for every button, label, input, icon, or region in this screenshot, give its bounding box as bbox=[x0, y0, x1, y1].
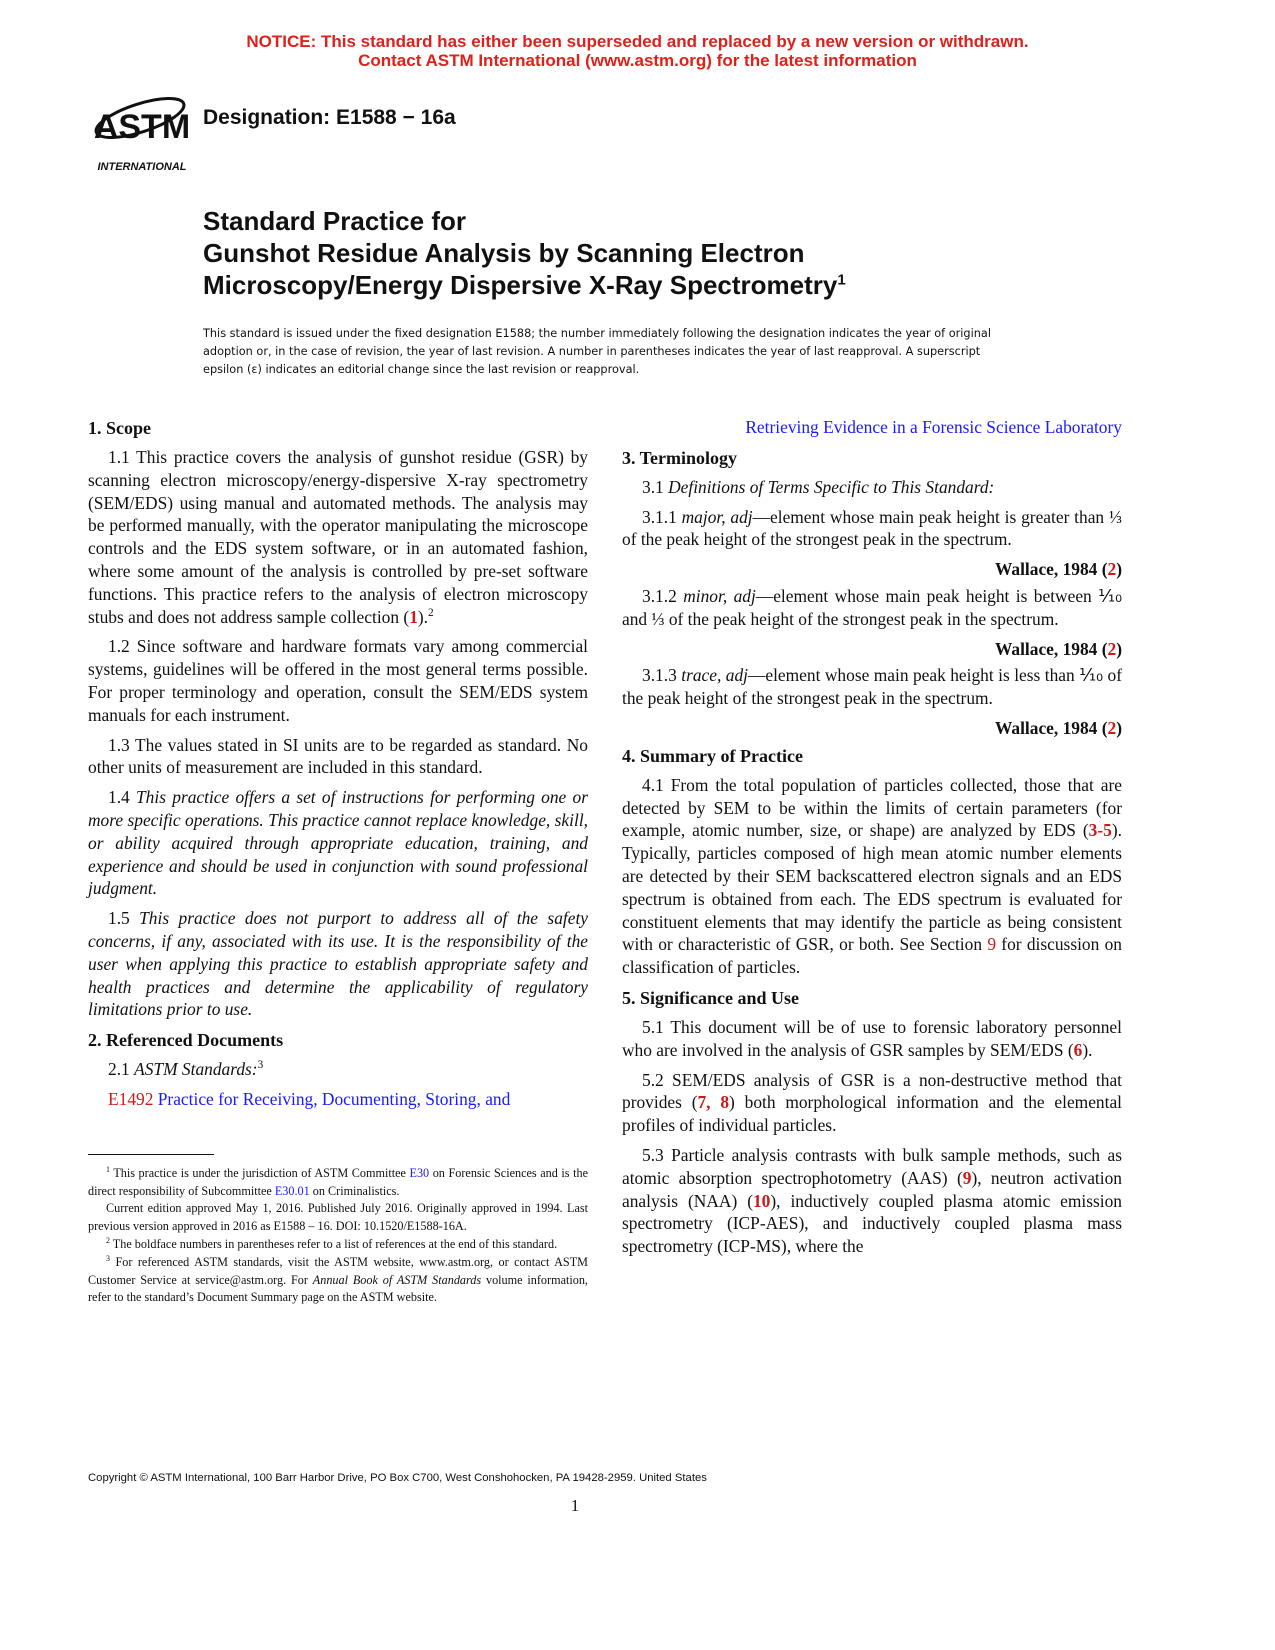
text-run: 1.5 bbox=[108, 908, 140, 929]
footnote bbox=[88, 1236, 588, 1254]
left-column-wrapper bbox=[88, 416, 588, 1456]
reference-link[interactable]: 2 bbox=[1107, 717, 1117, 738]
text-run: This practice offers a set of instructions for performing one or more specific operations. This practice cannot replace knowledge, skill, or ability acquired through appropriate education, training, and experience and should be used in conjunction with sound professional judgment. bbox=[88, 787, 588, 899]
page-body bbox=[88, 416, 1122, 1516]
copyright: Copyright © ASTM International, 100 Barr Harbor Drive, PO Box C700, West Conshohocken, PA 19428-2959. United States bbox=[88, 1472, 707, 1484]
paragraph bbox=[88, 446, 588, 628]
footnote-mark: 1 bbox=[106, 1164, 110, 1174]
text-run: for discussion on classification of particles. bbox=[622, 934, 1122, 978]
footnote bbox=[88, 1165, 588, 1201]
reference-link[interactable]: E30 bbox=[409, 1165, 430, 1180]
text-run: 2. Referenced Documents bbox=[88, 1030, 284, 1051]
paragraph bbox=[88, 786, 588, 900]
astm-logo bbox=[92, 80, 192, 175]
supersede-notice bbox=[0, 32, 1275, 70]
text-run: ) bbox=[1116, 638, 1122, 659]
section-heading bbox=[622, 986, 1122, 1010]
document-title bbox=[203, 205, 846, 301]
section-heading bbox=[622, 744, 1122, 768]
text-run: This practice is under the jurisdiction of ASTM Committee bbox=[109, 1165, 410, 1180]
reference-link[interactable]: Practice for Receiving, Documenting, Storing, and bbox=[153, 1088, 511, 1109]
text-run: major, adj bbox=[681, 506, 753, 527]
text-run: ). Typically, particles composed of high mean atomic number elements are detected by their SEM backscattered electron signals and an EDS spectrum is obtained from each. The EDS spectrum is evaluated for constituent elements that may identify the particle as being consistent with or characteristic of GSR, or both. See Section bbox=[622, 820, 1122, 955]
reference-link[interactable]: 9 bbox=[962, 1167, 972, 1188]
section-heading bbox=[88, 416, 588, 440]
reference-link[interactable]: 7, 8 bbox=[697, 1092, 730, 1113]
footnote bbox=[88, 1254, 588, 1307]
text-run: 3.1.2 bbox=[642, 585, 684, 606]
title-line-2: Gunshot Residue Analysis by Scanning Electron bbox=[203, 238, 805, 268]
text-run: ) bbox=[1116, 559, 1122, 580]
text-run: ) bbox=[1116, 717, 1122, 738]
text-run: ASTM Standards: bbox=[134, 1059, 258, 1080]
reference-link[interactable]: 2 bbox=[1107, 559, 1117, 580]
designation: Designation: E1588 − 16a bbox=[203, 106, 456, 129]
section-heading bbox=[622, 446, 1122, 470]
text-run: 5. Significance and Use bbox=[622, 987, 800, 1008]
text-run: Wallace, 1984 ( bbox=[994, 559, 1108, 580]
page-number: 1 bbox=[570, 1496, 580, 1515]
text-run: —element whose main peak height is less than ⅒ of the peak height of the strongest peak in the spectrum. bbox=[622, 665, 1122, 709]
text-run: Wallace, 1984 ( bbox=[994, 638, 1108, 659]
paragraph bbox=[622, 664, 1122, 710]
attribution bbox=[622, 638, 1122, 661]
text-run: trace, adj bbox=[681, 665, 748, 686]
svg-text:INTERNATIONAL: INTERNATIONAL bbox=[97, 161, 187, 173]
text-run: on Forensic Sciences and is the direct responsibility of Subcommittee bbox=[88, 1165, 588, 1198]
reference-link[interactable]: 2 bbox=[1107, 638, 1117, 659]
right-column-wrapper bbox=[622, 416, 1122, 1456]
section-heading bbox=[88, 1028, 588, 1052]
footnotes bbox=[88, 1165, 588, 1307]
notice-line-1: NOTICE: This standard has either been superseded and replaced by a new version or withdrawn. bbox=[246, 32, 1029, 51]
paragraph bbox=[622, 1144, 1122, 1258]
paragraph bbox=[622, 476, 1122, 499]
left-column bbox=[88, 416, 588, 1118]
text-run: ), neutron activation analysis (NAA) ( bbox=[622, 1167, 1122, 1211]
attribution bbox=[622, 558, 1122, 581]
paragraph bbox=[88, 635, 588, 726]
text-run: 3. Terminology bbox=[622, 447, 738, 468]
footnote bbox=[88, 1200, 588, 1236]
text-run: ). bbox=[417, 606, 429, 627]
paragraph bbox=[622, 506, 1122, 552]
text-run: This practice does not purport to address all of the safety concerns, if any, associated with its use. It is the responsibility of the user when applying this practice to establish appropriate safety and health practices and determine the applicability of regulatory limitations prior to use. bbox=[88, 908, 588, 1020]
text-run: 5.3 Particle analysis contrasts with bulk sample methods, such as atomic absorption spectrophotometry (AAS) ( bbox=[622, 1144, 1122, 1188]
title-line-3: Microscopy/Energy Dispersive X-Ray Spectrometry bbox=[203, 270, 838, 300]
attribution bbox=[622, 717, 1122, 740]
reference-link[interactable]: 1 bbox=[409, 606, 418, 627]
notice-line-2: Contact ASTM International (www.astm.org) for the latest information bbox=[358, 51, 917, 70]
text-run: 4.1 From the total population of particles collected, those that are detected by SEM to be within the limits of certain parameters (for example, atomic number, size, or shape) are analyzed by EDS ( bbox=[622, 774, 1122, 841]
text-run: Current edition approved May 1, 2016. Published July 2016. Originally approved in 1994. Last previous version approved in 2016 as E1588 – 16. DOI: 10.1520/E1588-16A. bbox=[88, 1201, 588, 1234]
paragraph bbox=[622, 1016, 1122, 1062]
text-run: Definitions of Terms Specific to This Standard: bbox=[668, 476, 995, 497]
footnote-mark: 3 bbox=[106, 1253, 110, 1263]
text-run: 3.1 bbox=[642, 476, 669, 497]
text-run: —element whose main peak height is between ⅒ and ⅓ of the peak height of the strongest peak in the spectrum. bbox=[622, 585, 1122, 629]
two-column-body bbox=[88, 416, 1122, 1456]
issuance-note: This standard is issued under the fixed designation E1588; the number immediately following the designation indicates the year of original adoption or, in the case of revision, the year of last revision. A number in parentheses indicates the year of last reapproval. A superscript epsilon (ε) indicates an editorial change since the last revision or reapproval. bbox=[203, 327, 991, 376]
paragraph bbox=[88, 734, 588, 780]
text-run: The boldface numbers in parentheses refer to a list of references at the end of this standard. bbox=[109, 1236, 558, 1251]
paragraph bbox=[622, 585, 1122, 631]
text-run: 5.2 SEM/EDS analysis of GSR is a non-destructive method that provides ( bbox=[622, 1069, 1122, 1113]
paragraph bbox=[88, 1088, 588, 1111]
reference-link[interactable]: 10 bbox=[752, 1190, 771, 1211]
reference-link[interactable]: 3-5 bbox=[1088, 820, 1112, 841]
text-run: volume information, refer to the standard’s Document Summary page on the ASTM website. bbox=[88, 1272, 588, 1305]
text-run: ) both morphological information and the elemental profiles of individual particles. bbox=[622, 1092, 1122, 1136]
text-run: ). bbox=[1082, 1039, 1093, 1060]
text-run: Annual Book of ASTM Standards bbox=[312, 1272, 482, 1287]
title-footnote-mark: 1 bbox=[837, 271, 846, 289]
paragraph bbox=[622, 1069, 1122, 1137]
text-run: 3.1.3 bbox=[642, 665, 682, 686]
text-run: —element whose main peak height is greater than ⅓ of the peak height of the strongest peak in the spectrum. bbox=[622, 506, 1122, 550]
text-run: on Criminalistics. bbox=[309, 1183, 400, 1198]
text-run: 1.1 This practice covers the analysis of gunshot residue (GSR) by scanning electron microscopy/energy-dispersive X-ray spectrometry (SEM/EDS) using manual and automated methods. The analysis may be performed manually, with the operator manipulating the microscope controls and the EDS system software, or in an automated fashion, where some amount of the analysis is controlled by pre-set software functions. This practice refers to the analysis of electron microscopy stubs and does not address sample collection ( bbox=[88, 447, 588, 627]
text-run: 1.2 Since software and hardware formats vary among commercial systems, guidelines will be offered in the most general terms possible. For proper terminology and operation, consult the SEM/EDS system manuals for each instrument. bbox=[88, 636, 588, 725]
footnote-mark: 3 bbox=[257, 1059, 264, 1072]
footnote-mark: 2 bbox=[106, 1235, 110, 1245]
svg-text:ASTM: ASTM bbox=[93, 108, 191, 146]
reference-link[interactable]: 6 bbox=[1073, 1039, 1083, 1060]
text-run: 1.4 bbox=[108, 787, 137, 808]
footnote-mark: 2 bbox=[428, 606, 434, 619]
footnote-divider bbox=[88, 1154, 214, 1155]
text-run: 4. Summary of Practice bbox=[622, 745, 803, 766]
text-run: 1.3 The values stated in SI units are to be regarded as standard. No other units of measurement are included in this standard. bbox=[88, 734, 588, 778]
footnote-block bbox=[88, 1154, 588, 1347]
text-run: Wallace, 1984 ( bbox=[994, 717, 1108, 738]
text-run: For referenced ASTM standards, visit the ASTM website, www.astm.org, or contact ASTM Customer Service at service@astm.org. For bbox=[88, 1254, 588, 1287]
title-line-1: Standard Practice for bbox=[203, 206, 466, 236]
paragraph bbox=[622, 774, 1122, 979]
text-run: 2.1 bbox=[108, 1059, 135, 1080]
text-run: 5.1 This document will be of use to forensic laboratory personnel who are involved in the analysis of GSR samples by SEM/EDS ( bbox=[622, 1016, 1122, 1060]
reference-link[interactable]: 9 bbox=[987, 934, 997, 955]
paragraph bbox=[622, 416, 1122, 439]
text-run: minor, adj bbox=[683, 585, 756, 606]
reference-link[interactable]: E30.01 bbox=[274, 1183, 310, 1198]
reference-link[interactable]: Retrieving Evidence in a Forensic Science Laboratory bbox=[745, 417, 1122, 437]
paragraph bbox=[88, 907, 588, 1021]
right-column bbox=[622, 416, 1122, 1265]
text-run: 3.1.1 bbox=[642, 506, 682, 527]
reference-link[interactable]: E1492 bbox=[108, 1088, 154, 1109]
paragraph bbox=[88, 1058, 588, 1081]
text-run: 1. Scope bbox=[88, 418, 151, 438]
text-run: ), inductively coupled plasma atomic emission spectrometry (ICP-AES), and inductively coupled plasma mass spectrometry (ICP-MS), where the bbox=[622, 1190, 1122, 1257]
